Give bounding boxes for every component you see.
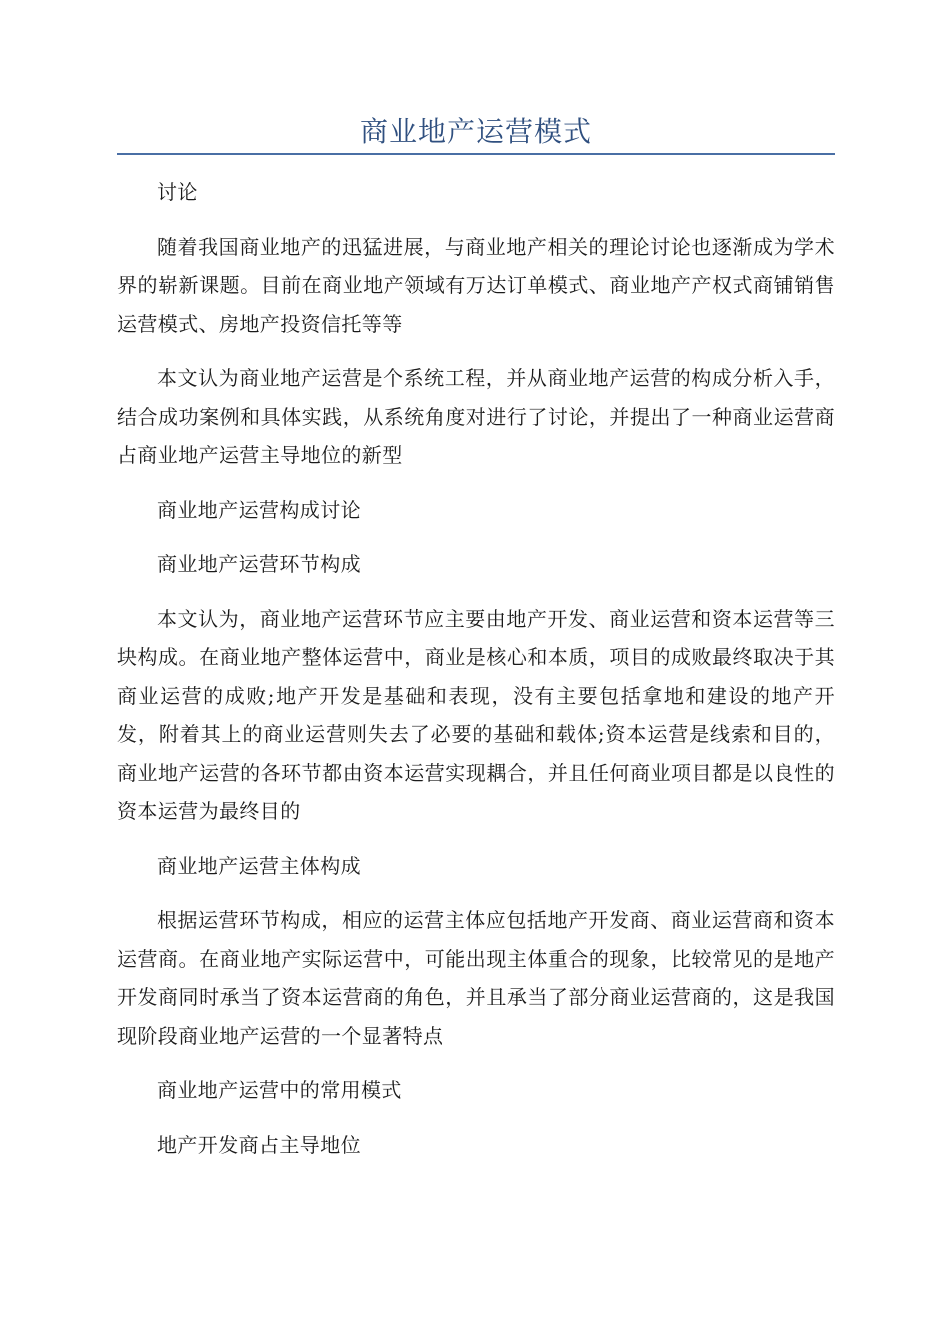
subsection-heading-subjects: 商业地产运营主体构成 [157, 853, 361, 878]
section-heading-discussion: 讨论 [157, 180, 198, 204]
section-heading-modes: 商业地产运营中的常用模式 [157, 1078, 402, 1102]
paragraph-links: 本文认为，商业地产运营环节应主要由地产开发、商业运营和资本运营等三块构成。在商业地产整体运营中，商业是核心和本质，项目的成败最终取决于其商业运营的成败;地产开发是基础和表现，没有主要包括拿地和建设的地产开发，附着其上的商业运营则失去了必要的基础和载体;资本运营是线索和目的，商业地产运营的各环节都由资本运营实现耦合，并且任何商业项目都是以良性的资本运营为最终目的 [117, 606, 835, 823]
paragraph-intro: 随着我国商业地产的迅猛进展，与商业地产相关的理论讨论也逐渐成为学术界的崭新课题。目前在商业地产领域有万达订单模式、商业地产产权式商铺销售运营模式、房地产投资信托等等 [117, 234, 835, 336]
subsection-heading-links: 商业地产运营环节构成 [157, 552, 361, 576]
paragraph-thesis: 本文认为商业地产运营是个系统工程，并从商业地产运营的构成分析入手，结合成功案例和具体实践，从系统角度对进行了讨论，并提出了一种商业运营商占商业地产运营主导地位的新型 [117, 366, 835, 467]
document-title: 商业地产运营模式 [359, 115, 592, 148]
document-body [117, 173, 835, 1180]
paragraph-subjects: 根据运营环节构成，相应的运营主体应包括地产开发商、商业运营商和资本运营商。在商业地产实际运营中，可能出现主体重合的现象，比较常见的是地产开发商同时承当了资本运营商的角色，并且承当了部分商业运营商的，这是我国现阶段商业地产运营的一个显著特点 [117, 908, 835, 1048]
section-heading-composition: 商业地产运营构成讨论 [157, 497, 361, 522]
title-underline [117, 153, 835, 155]
subsection-heading-developer-led: 地产开发商占主导地位 [157, 1132, 361, 1157]
